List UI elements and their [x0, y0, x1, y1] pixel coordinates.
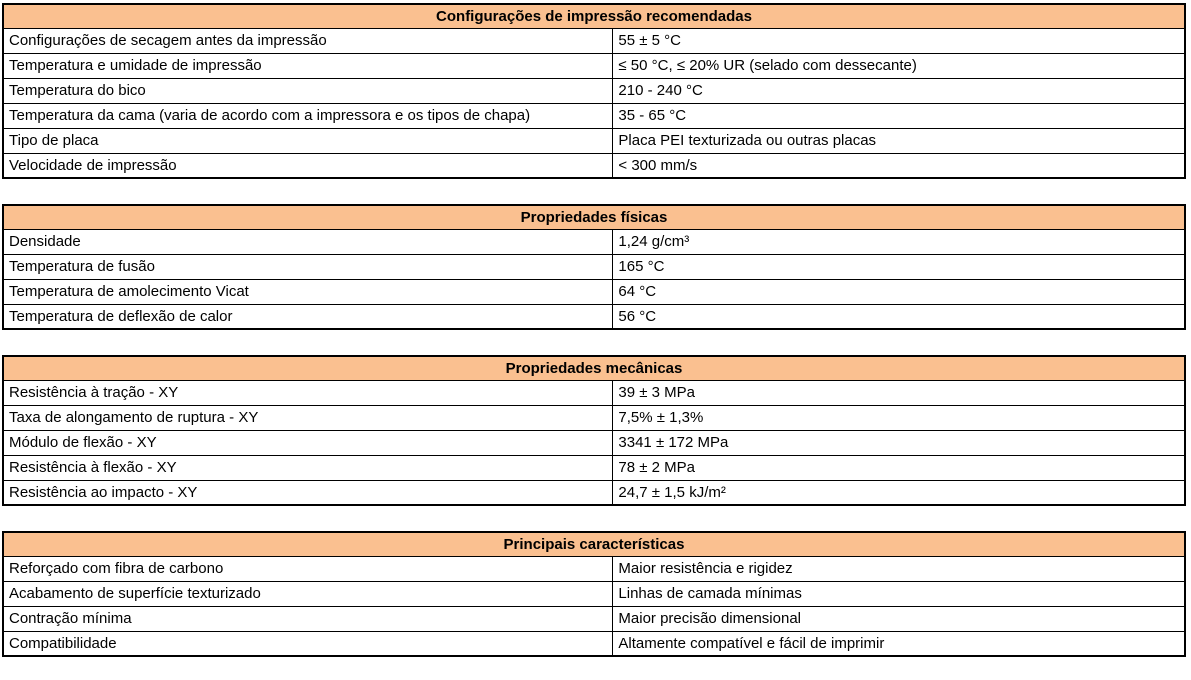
table-row [3, 53, 1185, 78]
property-value-cell: 7,5% ± 1,3% [613, 405, 1185, 430]
property-value-cell: Maior precisão dimensional [613, 606, 1185, 631]
table-row [3, 380, 1185, 405]
table-row [3, 153, 1185, 178]
table-row [3, 304, 1185, 329]
property-value-cell: 78 ± 2 MPa [613, 455, 1185, 480]
property-value-cell: 64 °C [613, 279, 1185, 304]
spec-table-2 [2, 204, 1186, 330]
table-row [3, 128, 1185, 153]
table-row [3, 229, 1185, 254]
spec-tables [2, 3, 1186, 657]
table-row [3, 28, 1185, 53]
property-value-cell: < 300 mm/s [613, 153, 1185, 178]
spec-table-1 [2, 3, 1186, 179]
property-value-cell: Placa PEI texturizada ou outras placas [613, 128, 1185, 153]
property-label-cell: Configurações de secagem antes da impressão [3, 28, 613, 53]
property-label-cell: Acabamento de superfície texturizado [3, 581, 613, 606]
property-label-cell: Temperatura de fusão [3, 254, 613, 279]
property-value-cell: 35 - 65 °C [613, 103, 1185, 128]
property-label-cell: Temperatura do bico [3, 78, 613, 103]
property-label-cell: Temperatura e umidade de impressão [3, 53, 613, 78]
property-value-cell: 55 ± 5 °C [613, 28, 1185, 53]
table-row [3, 480, 1185, 505]
property-label-cell: Temperatura de amolecimento Vicat [3, 279, 613, 304]
property-value-cell: Linhas de camada mínimas [613, 581, 1185, 606]
table-title: Configurações de impressão recomendadas [3, 4, 1185, 28]
table-row [3, 405, 1185, 430]
property-label-cell: Taxa de alongamento de ruptura - XY [3, 405, 613, 430]
property-value-cell: ≤ 50 °C, ≤ 20% UR (selado com dessecante) [613, 53, 1185, 78]
property-label-cell: Tipo de placa [3, 128, 613, 153]
table-title: Propriedades mecânicas [3, 356, 1185, 380]
property-value-cell: 210 - 240 °C [613, 78, 1185, 103]
table-row [3, 78, 1185, 103]
table-header-row [3, 205, 1185, 229]
property-label-cell: Velocidade de impressão [3, 153, 613, 178]
table-header-row [3, 356, 1185, 380]
property-value-cell: 165 °C [613, 254, 1185, 279]
table-title: Principais características [3, 532, 1185, 556]
property-value-cell: Altamente compatível e fácil de imprimir [613, 631, 1185, 656]
property-value-cell: 24,7 ± 1,5 kJ/m² [613, 480, 1185, 505]
table-header-row [3, 532, 1185, 556]
property-value-cell: Maior resistência e rigidez [613, 556, 1185, 581]
table-title: Propriedades físicas [3, 205, 1185, 229]
property-value-cell: 39 ± 3 MPa [613, 380, 1185, 405]
property-label-cell: Compatibilidade [3, 631, 613, 656]
table-row [3, 103, 1185, 128]
property-label-cell: Temperatura da cama (varia de acordo com a impressora e os tipos de chapa) [3, 103, 613, 128]
spec-table-4 [2, 531, 1186, 657]
table-header-row [3, 4, 1185, 28]
table-row [3, 430, 1185, 455]
property-label-cell: Densidade [3, 229, 613, 254]
table-row [3, 556, 1185, 581]
property-value-cell: 3341 ± 172 MPa [613, 430, 1185, 455]
property-label-cell: Resistência à tração - XY [3, 380, 613, 405]
table-row [3, 455, 1185, 480]
property-label-cell: Reforçado com fibra de carbono [3, 556, 613, 581]
property-value-cell: 56 °C [613, 304, 1185, 329]
property-label-cell: Contração mínima [3, 606, 613, 631]
property-label-cell: Módulo de flexão - XY [3, 430, 613, 455]
table-row [3, 631, 1185, 656]
spec-table-3 [2, 355, 1186, 506]
property-label-cell: Temperatura de deflexão de calor [3, 304, 613, 329]
property-value-cell: 1,24 g/cm³ [613, 229, 1185, 254]
table-row [3, 606, 1185, 631]
property-label-cell: Resistência à flexão - XY [3, 455, 613, 480]
table-row [3, 279, 1185, 304]
property-label-cell: Resistência ao impacto - XY [3, 480, 613, 505]
table-row [3, 254, 1185, 279]
table-row [3, 581, 1185, 606]
